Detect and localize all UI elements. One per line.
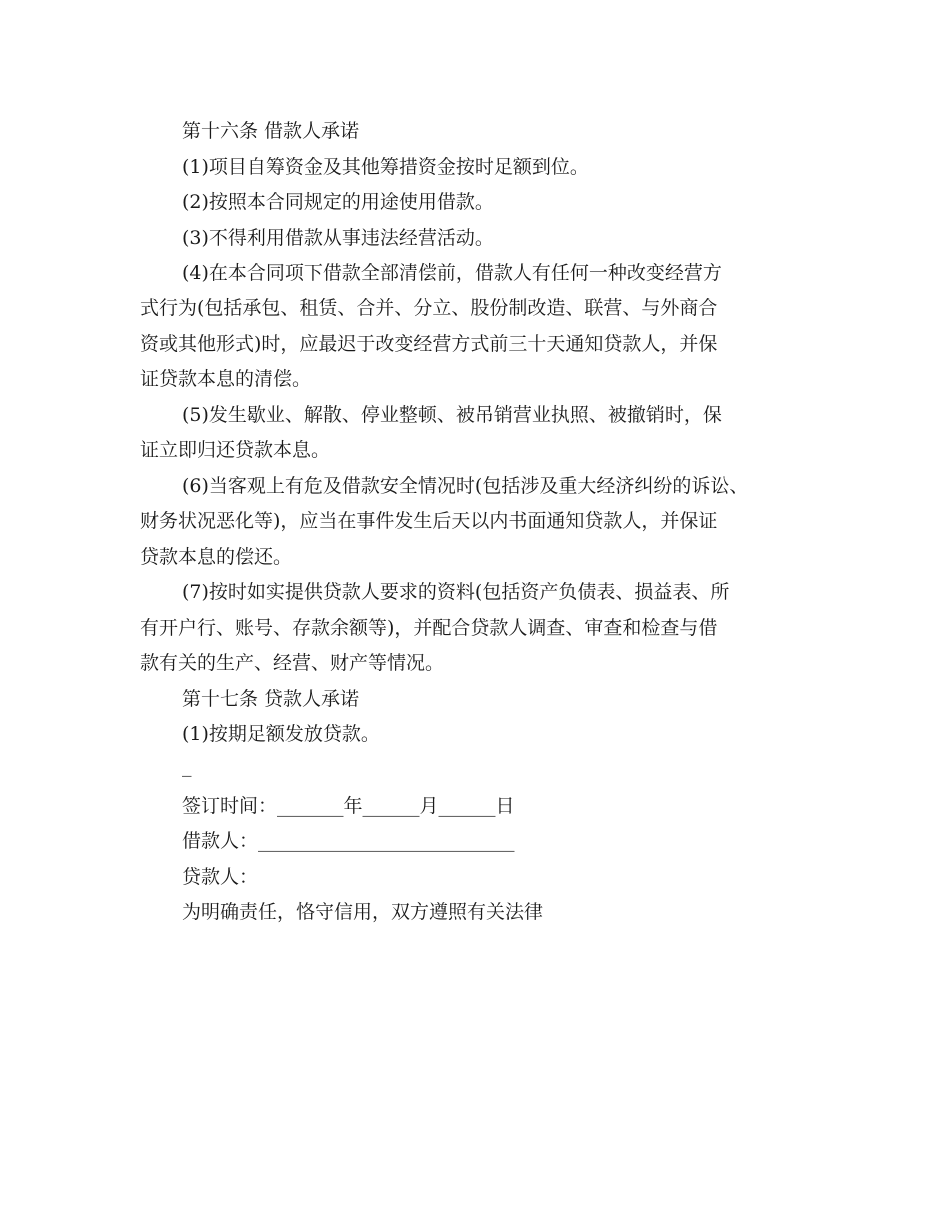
clause-16-2: (2)按照本合同规定的用途使用借款。 <box>182 191 494 213</box>
clause-16-5-line-2: 证立即归还贷款本息。 <box>140 439 331 461</box>
clause-16-6-line-2: 财务状况恶化等)，应当在事件发生后天以内书面通知贷款人，并保证 <box>140 510 718 532</box>
clause-16-7-line-3: 款有关的生产、经营、财产等情况。 <box>140 652 445 674</box>
clause-16-4-line-2: 式行为(包括承包、租赁、合并、分立、股份制改造、联营、与外商合 <box>140 297 718 319</box>
borrower-line: 借款人：___________________________ <box>182 830 515 852</box>
clause-16-7-line-2: 有开户行、账号、存款余额等)，并配合贷款人调查、审查和检查与借 <box>140 617 718 639</box>
clause-16-6-line-1: (6)当客观上有危及借款安全情况时(包括涉及重大经济纠纷的诉讼、 <box>182 475 749 497</box>
clause-17-1: (1)按期足额发放贷款。 <box>182 723 380 745</box>
article-17-heading: 第十七条 贷款人承诺 <box>182 688 360 710</box>
signing-date-line: 签订时间：_______年______月______日 <box>182 795 515 817</box>
clause-16-1: (1)项目自筹资金及其他筹措资金按时足额到位。 <box>182 156 589 178</box>
clause-16-4-line-4: 证贷款本息的清偿。 <box>140 368 312 390</box>
clause-16-4-line-1: (4)在本合同项下借款全部清偿前，借款人有任何一种改变经营方 <box>182 262 722 284</box>
clause-16-7-line-1: (7)按时如实提供贷款人要求的资料(包括资产负债表、损益表、所 <box>182 581 730 603</box>
closing-text: 为明确责任，恪守信用，双方遵照有关法律 <box>182 901 544 923</box>
clause-16-5-line-1: (5)发生歇业、解散、停业整顿、被吊销营业执照、被撤销时，保 <box>182 404 722 426</box>
article-16-heading: 第十六条 借款人承诺 <box>182 120 360 142</box>
clause-16-3: (3)不得利用借款从事违法经营活动。 <box>182 227 494 249</box>
lender-line: 贷款人： <box>182 866 259 888</box>
clause-16-6-line-3: 贷款本息的偿还。 <box>140 546 293 568</box>
separator-underscore: _ <box>182 755 192 777</box>
clause-16-4-line-3: 资或其他形式)时，应最迟于改变经营方式前三十天通知贷款人，并保 <box>140 333 718 355</box>
